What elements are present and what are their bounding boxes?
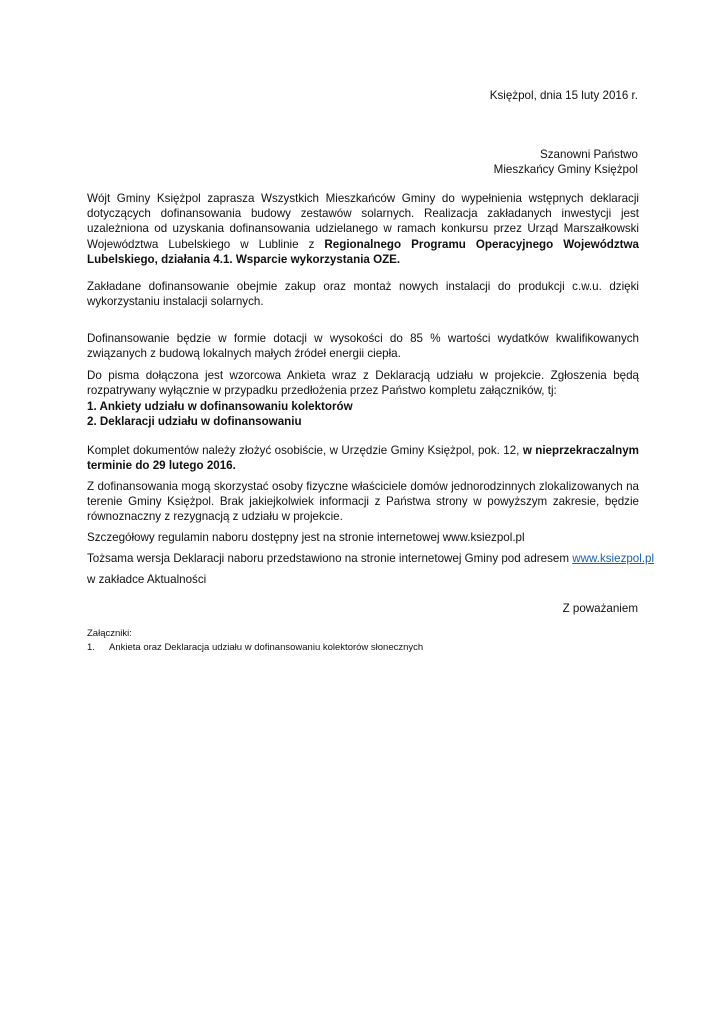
paragraph-deadline xyxy=(87,443,639,473)
attachment-list-item-2: 2. Deklaracji udziału w dofinansowaniu xyxy=(87,415,302,428)
paragraph-news-tab: w zakładce Aktualności xyxy=(87,573,207,586)
salutation-line-1: Szanowni Państwo xyxy=(540,148,638,161)
paragraph-regulations: Szczegółowy regulamin naboru dostępny jest na stronie internetowej www.ksiezpol.pl xyxy=(87,531,525,544)
paragraph-funding: Dofinansowanie będzie w formie dotacji w wysokości do 85 % wartości wydatków kwalifikowanych związanych z budową lokalnych małych źródeł energii ciepła. xyxy=(87,332,639,361)
date-line: Księżpol, dnia 15 luty 2016 r. xyxy=(489,89,638,102)
paragraph-website-text: Tożsama wersja Deklaracji naboru przedstawiono na stronie internetowej Gminy pod adresem xyxy=(87,552,573,565)
paragraph-scope: Zakładane dofinansowanie obejmie zakup oraz montaż nowych instalacji do produkcji c.w.u. dzięki wykorzystaniu instalacji solarnych. xyxy=(87,280,639,309)
salutation-line-2: Mieszkańcy Gminy Księżpol xyxy=(493,163,638,176)
closing: Z poważaniem xyxy=(562,602,638,615)
paragraph-invitation xyxy=(87,191,639,267)
attachments-footer-item-number: 1. xyxy=(87,642,95,653)
paragraph-attachments-intro: Do pisma dołączona jest wzorcowa Ankieta wraz z Deklaracją udziału w projekcie. Zgłoszenia będą rozpatrywany wyłącznie w przypadku przedłożenia przez Państwo kompletu załączników, tj: xyxy=(87,369,639,398)
paragraph-website xyxy=(87,551,655,566)
attachments-footer-label: Załączniki: xyxy=(87,628,132,639)
paragraph-eligibility: Z dofinansowania mogą skorzystać osoby fizyczne właściciele domów jednorodzinnych zlokalizowanych na terenie Gminy Księżpol. Brak jakiejkolwiek informacji z Państwa strony w powyższym zakresie, będzie równoznaczny z rezygnacją z udziału w projekcie. xyxy=(87,480,639,524)
attachments-footer-item-text: Ankieta oraz Deklaracja udziału w dofinansowaniu kolektorów słonecznych xyxy=(109,642,424,653)
attachment-list-item-1: 1. Ankiety udziału w dofinansowaniu kolektorów xyxy=(87,400,353,413)
website-link[interactable]: www.ksiezpol.pl xyxy=(572,552,655,565)
paragraph-deadline-text: Komplet dokumentów należy złożyć osobiście, w Urzędzie Gminy Księżpol, pok. 12, xyxy=(87,444,523,457)
paragraph-invitation-text: Wójt Gminy Księżpol zaprasza Wszystkich Mieszkańców Gminy do wypełnienia wstępnych deklaracji dotyczących dofinansowania budowy zestawów solarnych. Realizacja zakładanych inwestycji jest uzależniona od uzyskania dofinansowania udzielanego w ramach konkursu przez Urząd Marszałkowski Województwa Lubelskiego w Lublinie z xyxy=(87,192,639,251)
paragraph-invitation-bold: Regionalnego Programu Operacyjnego Województwa Lubelskiego, działania 4.1. Wsparcie wykorzystania OZE. xyxy=(87,237,639,266)
paragraph-deadline-bold: w nieprzekraczalnym terminie do 29 lutego 2016. xyxy=(87,444,639,473)
